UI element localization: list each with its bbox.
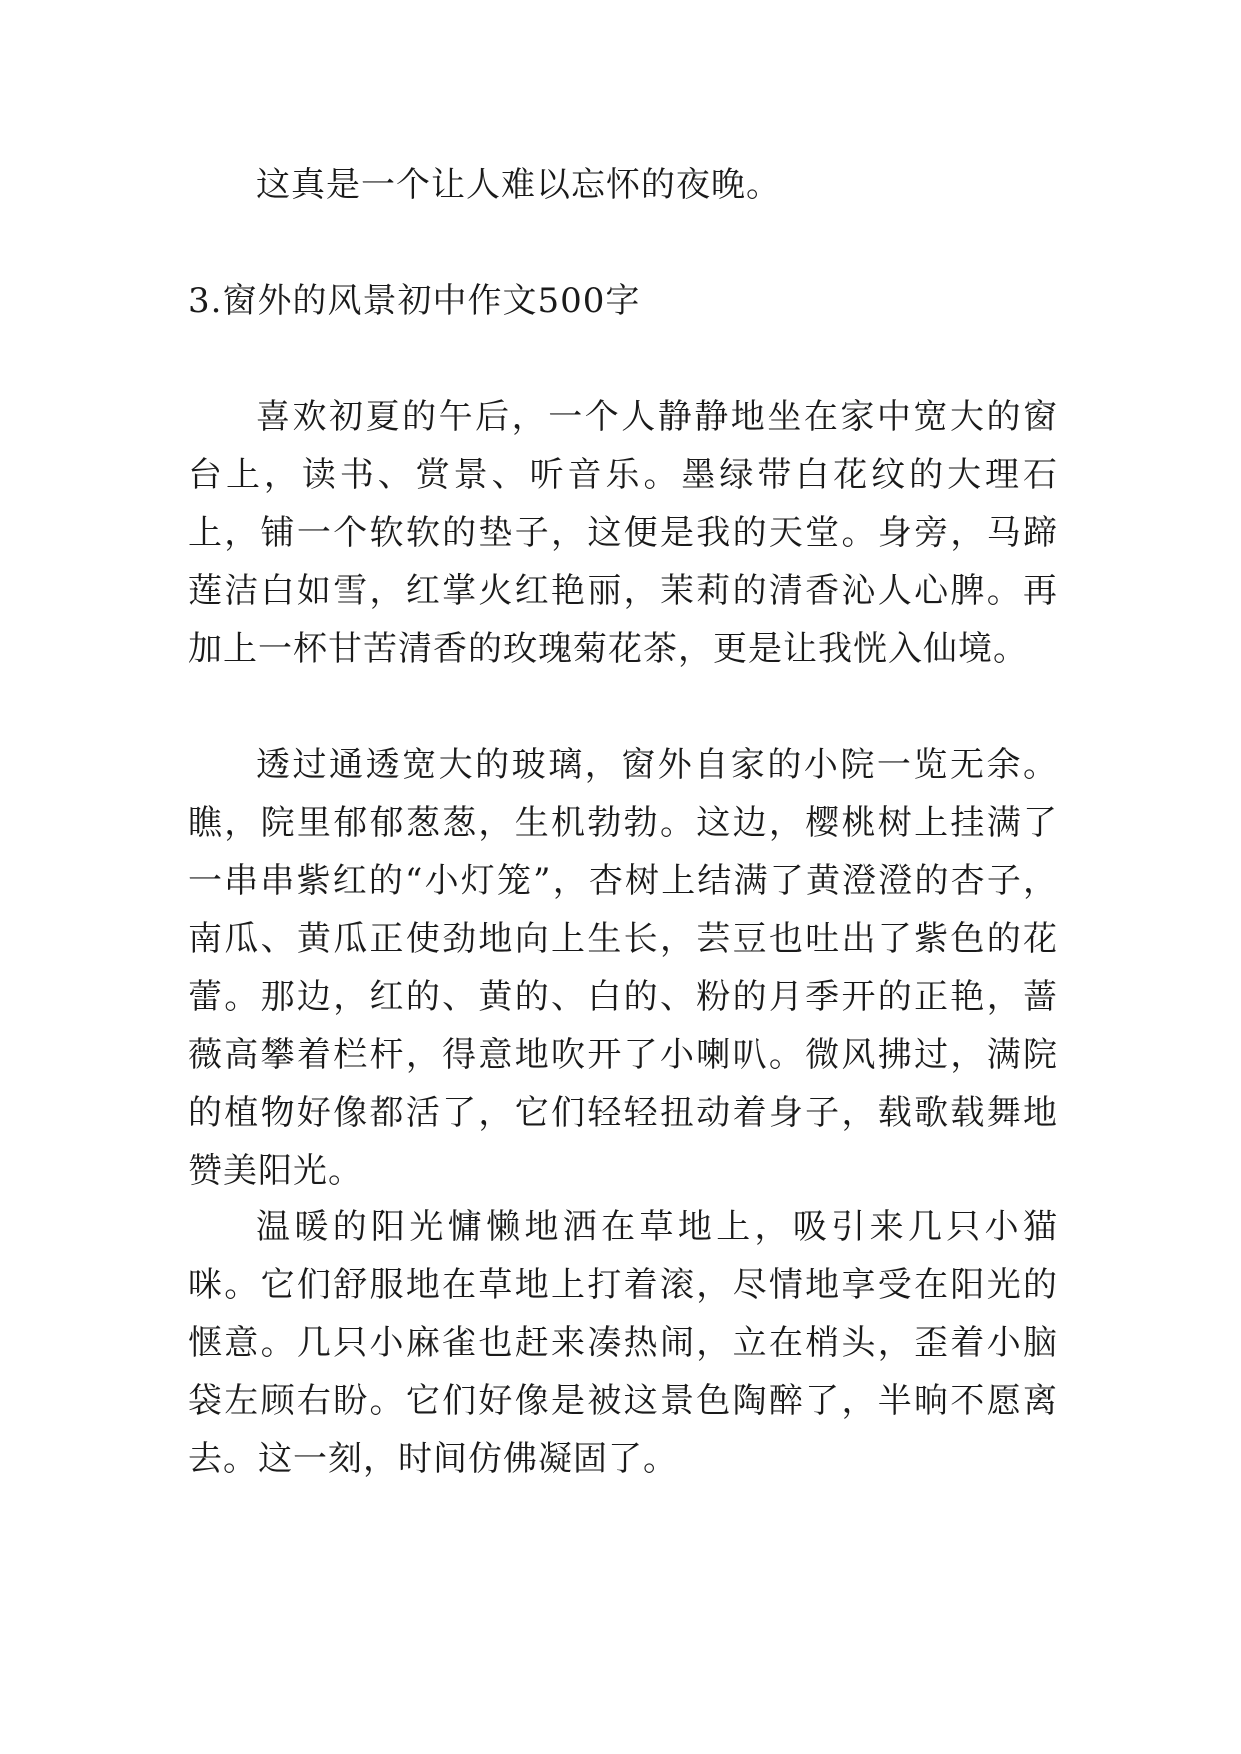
paragraph-2: 透过通透宽大的玻璃，窗外自家的小院一览无余。瞧，院里郁郁葱葱，生机勃勃。这边，樱桃树上挂满了一串串紫红的“小灯笼”，杏树上结满了黄澄澄的杏子，南瓜、黄瓜正使劲地向上生长，芸豆也吐出了紫色的花蕾。那边，红的、黄的、白的、粉的月季开的正艳，蔷薇高攀着栏杆，得意地吹开了小喇叭。微风拂过，满院的植物好像都活了，它们轻轻扭动着身子，载歌载舞地赞美阳光。 — [188, 745, 1058, 1191]
paragraph-1: 喜欢初夏的午后，一个人静静地坐在家中宽大的窗台上，读书、赏景、听音乐。墨绿带白花纹的大理石上，铺一个软软的垫子，这便是我的天堂。身旁，马蹄莲洁白如雪，红掌火红艳丽，茉莉的清香沁人心脾。再加上一杯甘苦清香的玫瑰菊花茶，更是让我恍入仙境。 — [188, 397, 1058, 669]
paragraph-3: 温暖的阳光慵懒地洒在草地上，吸引来几只小猫咪。它们舒服地在草地上打着滚，尽情地享受在阳光的惬意。几只小麻雀也赶来凑热闹，立在梢头，歪着小脑袋左顾右盼。它们好像是被这景色陶醉了，半晌不愿离去。这一刻，时间仿佛凝固了。 — [188, 1207, 1058, 1479]
closing-line: 这真是一个让人难以忘怀的夜晚。 — [256, 165, 781, 205]
section-heading: 3.窗外的风景初中作文500字 — [188, 281, 641, 321]
